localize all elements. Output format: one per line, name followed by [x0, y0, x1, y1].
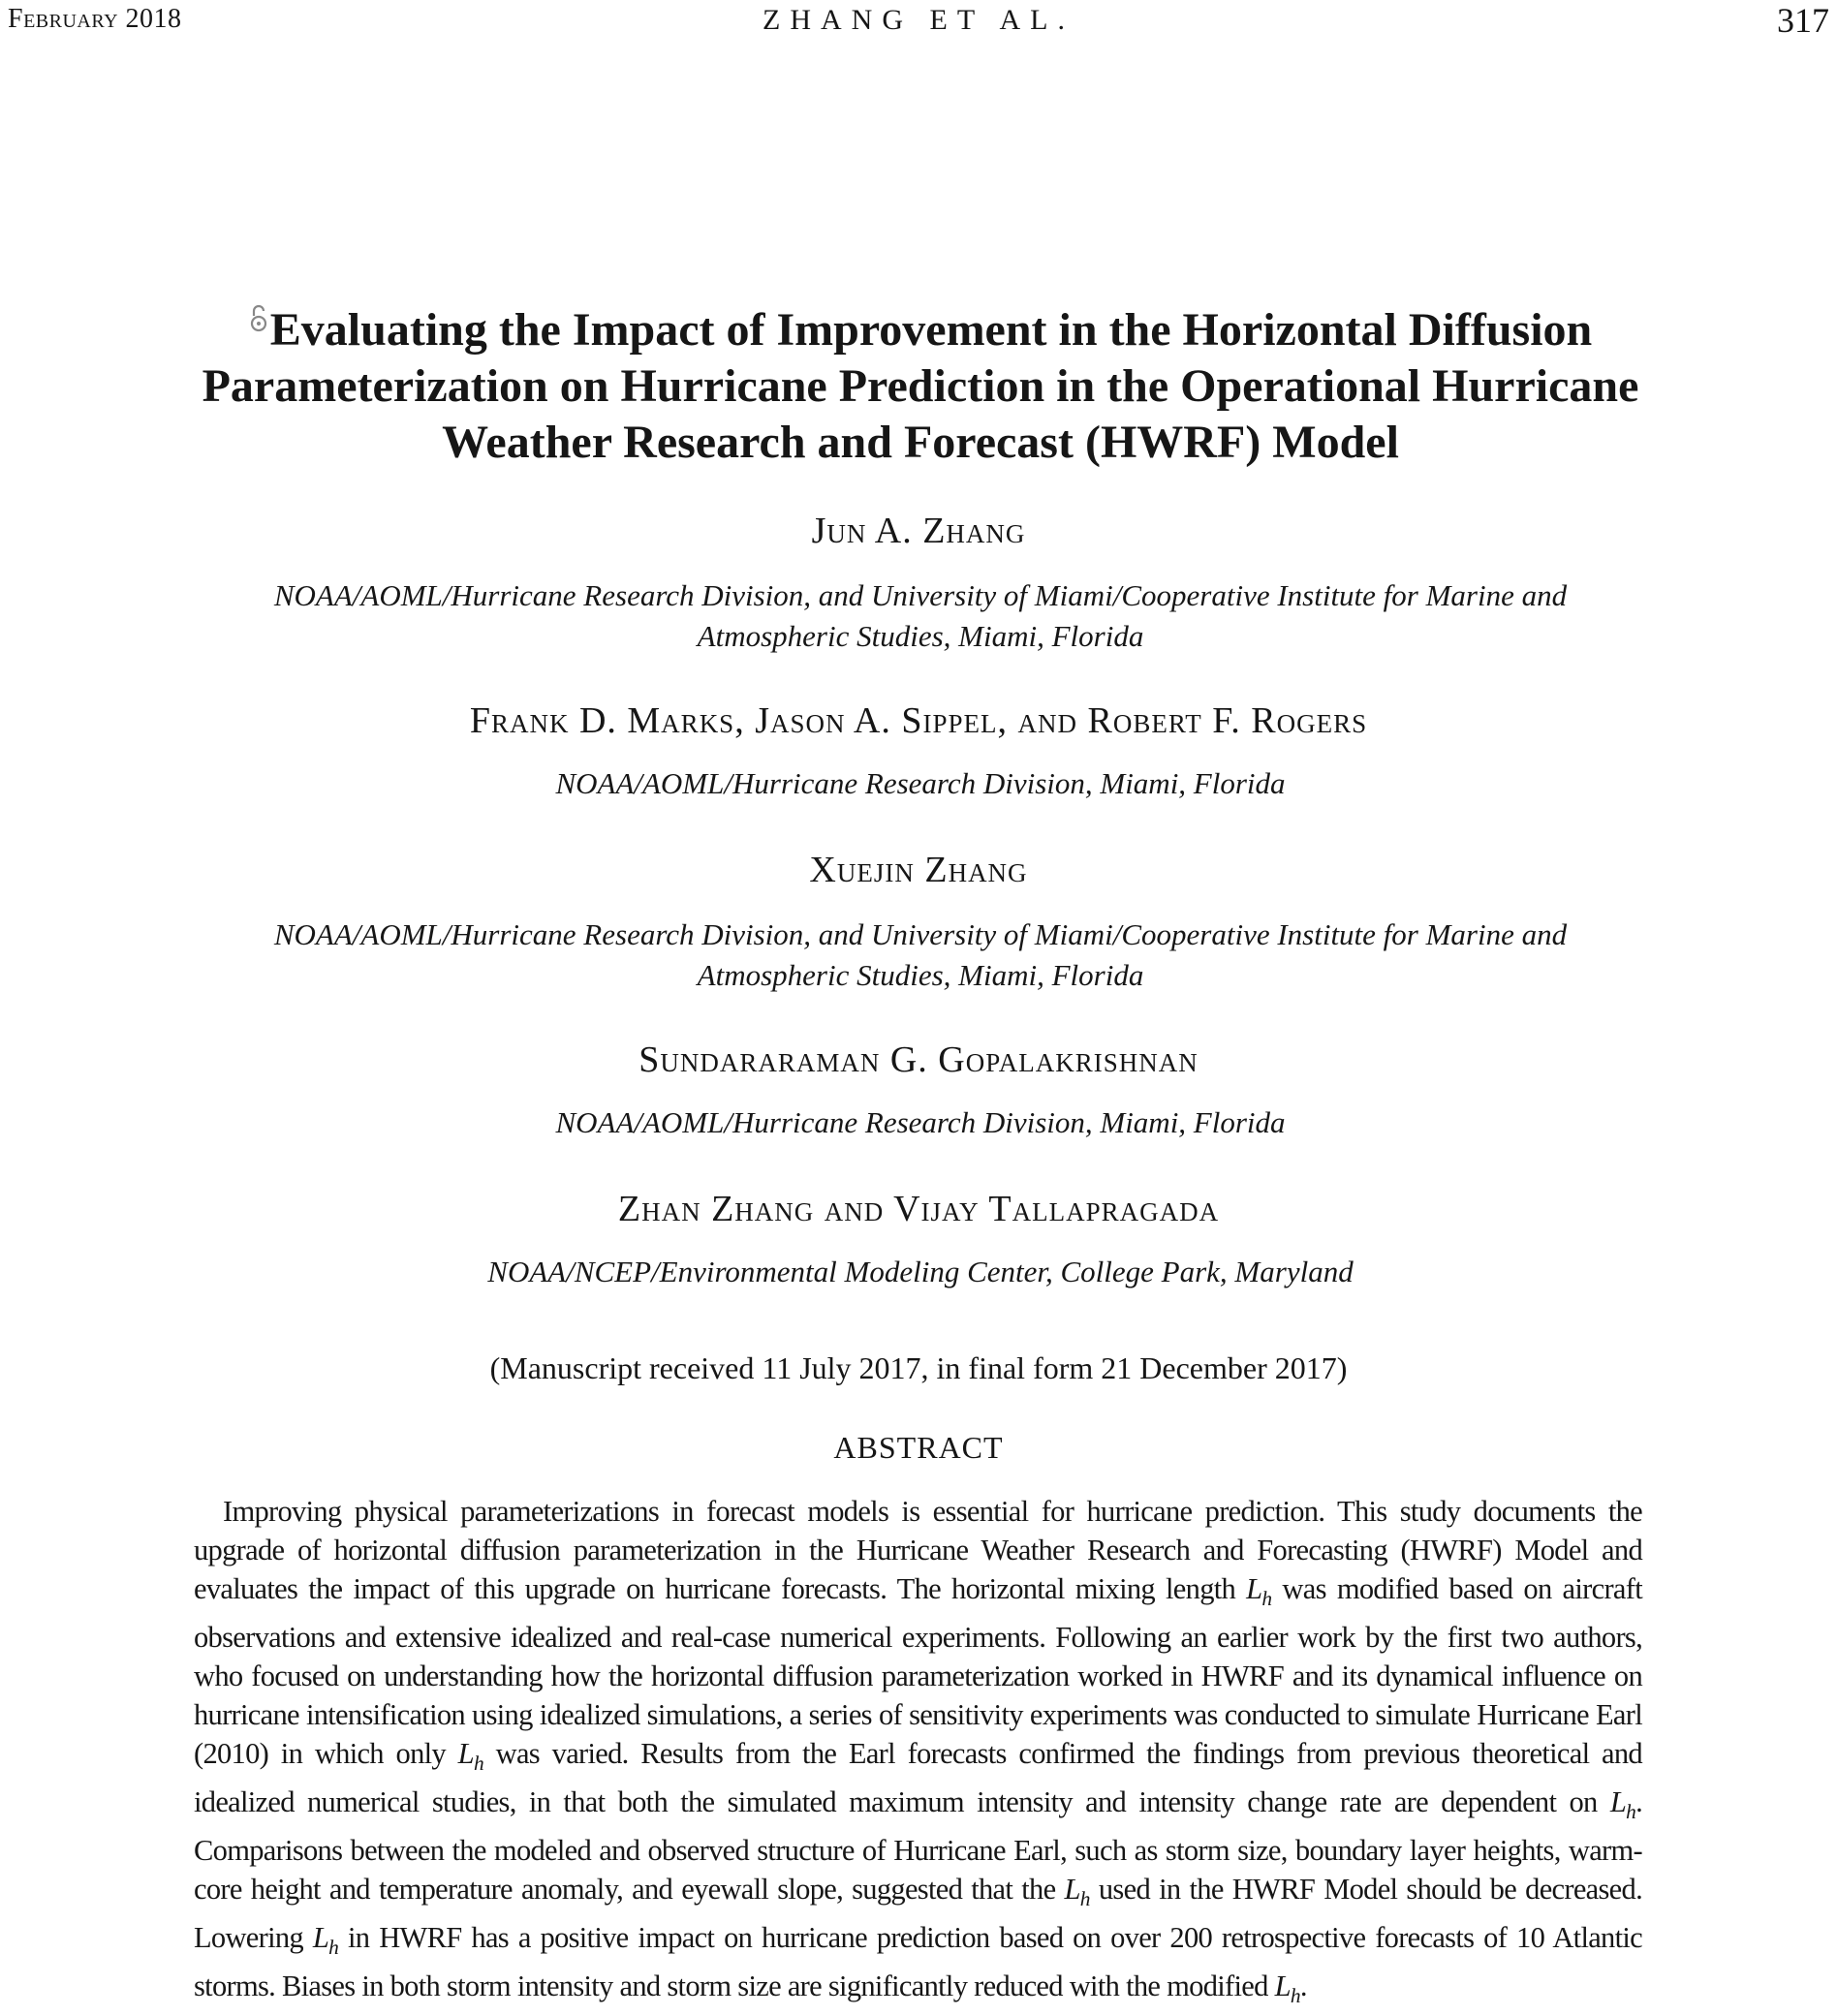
author-affiliation — [145, 575, 1696, 657]
author-name: Sundararaman G. Gopalakrishnan — [638, 1039, 1199, 1080]
author-affiliation — [145, 1102, 1696, 1143]
title-line-text: Evaluating the Impact of Improvement in the Horizontal Diffusion — [269, 304, 1593, 356]
paper-title — [145, 302, 1696, 471]
author-affiliation — [145, 763, 1696, 804]
abstract-heading: ABSTRACT — [833, 1430, 1004, 1465]
author-affiliation — [145, 1252, 1696, 1292]
variable-symbol: L — [1274, 1969, 1291, 2003]
affiliation-line: NOAA/NCEP/Environmental Modeling Center, College Park, Maryland — [487, 1255, 1354, 1288]
author-name: Jun A. Zhang — [811, 511, 1026, 551]
running-header-date: February 2018 — [8, 4, 182, 34]
affiliation-line: Atmospheric Studies, Miami, Florida — [697, 958, 1144, 992]
abstract-text-run: . Comparisons between the modeled and observed structure of Hurricane Earl, such as storm size, boundary layer heights, warm-core height and temperature anomaly, and eyewall slope, suggested that the — [194, 1785, 1642, 1907]
abstract-text-run: was varied. Results from the Earl forecasts confirmed the findings from previous theoretical and idealized numerical studies, in that both the simulated maximum intensity and intensity change rate are dependent on — [194, 1737, 1642, 1819]
running-header-authors: ZHANG ET AL. — [763, 4, 1074, 36]
title-line: Parameterization on Hurricane Prediction in the Operational Hurricane — [202, 360, 1639, 412]
abstract-text-run: . — [1299, 1969, 1307, 2003]
abstract-text-run: used in the HWRF Model should be decreased. Lowering — [194, 1873, 1642, 1955]
page-number: 317 — [1777, 1, 1829, 40]
affiliation-line: Atmospheric Studies, Miami, Florida — [697, 619, 1144, 653]
variable-symbol: L — [1064, 1873, 1080, 1907]
title-line — [145, 302, 1696, 358]
variable-subscript: h — [328, 1936, 339, 1960]
author-name: Frank D. Marks, Jason A. Sippel, and Robert F. Rogers — [469, 700, 1368, 741]
author-name: Zhan Zhang and Vijay Tallapragada — [617, 1189, 1220, 1229]
variable-symbol: L — [457, 1737, 474, 1771]
variable-subscript: h — [1261, 1587, 1272, 1611]
variable-subscript: h — [1079, 1887, 1090, 1911]
title-line: Weather Research and Forecast (HWRF) Model — [442, 417, 1399, 468]
variable-subscript: h — [473, 1752, 483, 1776]
author-affiliation — [145, 915, 1696, 996]
variable-subscript: h — [1290, 1984, 1300, 2008]
abstract-text-run: in HWRF has a positive impact on hurricane prediction based on over 200 retrospective forecasts of 10 Atlantic storms. Biases in both storm intensity and storm size are significantly reduced with the modified — [194, 1921, 1642, 2003]
abstract-body — [194, 1492, 1642, 2016]
open-access-icon — [249, 304, 268, 333]
abstract-text-run: was modified based on aircraft observations and extensive idealized and real-case numerical experiments. Following an earlier work by the first two authors, who focused on understanding how the horizontal diffusion parameterization worked in HWRF and its dynamical influence on hurricane intensification using idealized simulations, a series of sensitivity experiments was conducted to simulate Hurricane Earl (2010) in which only — [194, 1572, 1642, 1771]
affiliation-line: NOAA/AOML/Hurricane Research Division, Miami, Florida — [555, 766, 1286, 800]
abstract-text-run: Improving physical parameterizations in forecast models is essential for hurricane prediction. This study documents the upgrade of horizontal diffusion parameterization in the Hurricane Weather Research and Forecasting (HWRF) Model and evaluates the impact of this upgrade on hurricane forecasts. The horizontal mixing length — [194, 1495, 1642, 1605]
affiliation-line: NOAA/AOML/Hurricane Research Division, and University of Miami/Cooperative Institute for Marine and — [273, 917, 1568, 951]
variable-symbol: L — [1609, 1785, 1627, 1819]
author-name: Xuejin Zhang — [809, 850, 1028, 890]
variable-subscript: h — [1626, 1800, 1636, 1824]
variable-symbol: L — [1246, 1572, 1262, 1605]
manuscript-dates: (Manuscript received 11 July 2017, in final form 21 December 2017) — [489, 1350, 1348, 1385]
variable-symbol: L — [312, 1921, 329, 1955]
affiliation-line: NOAA/AOML/Hurricane Research Division, and University of Miami/Cooperative Institute for Marine and — [273, 578, 1568, 612]
affiliation-line: NOAA/AOML/Hurricane Research Division, Miami, Florida — [555, 1105, 1286, 1139]
